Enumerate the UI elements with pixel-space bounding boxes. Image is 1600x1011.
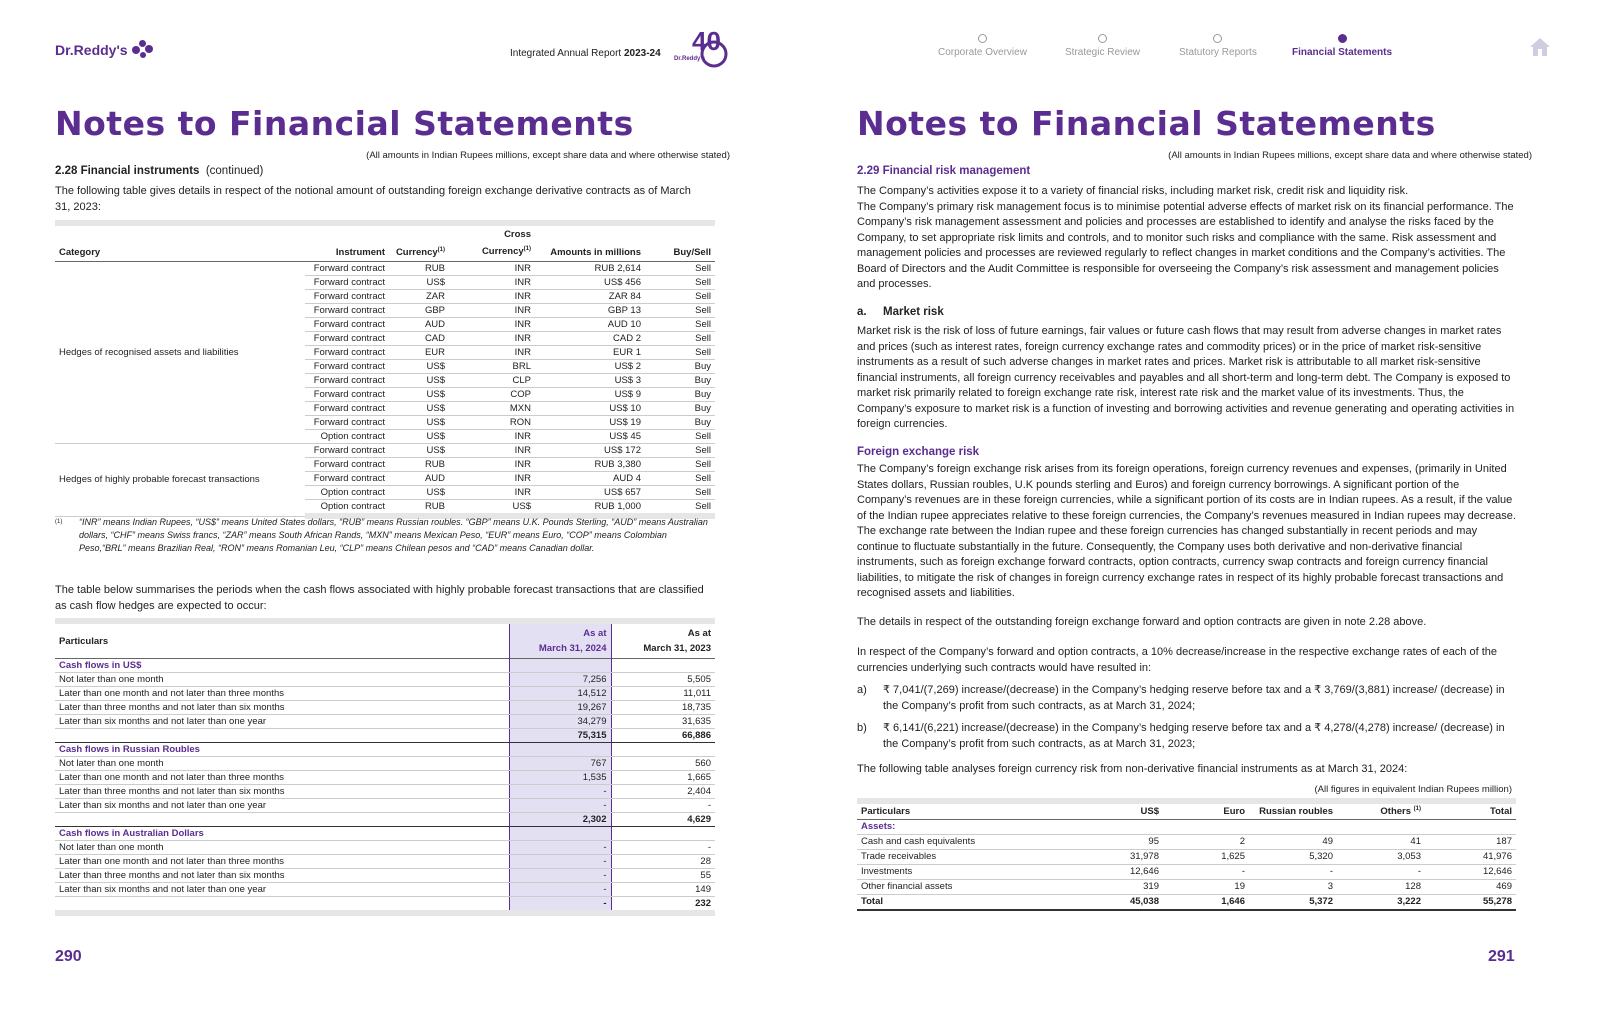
table-row: Trade receivables 31,978 1,625 5,320 3,053 41,976 (857, 850, 1516, 865)
cell: BRL (449, 360, 535, 374)
cell: RUB (389, 500, 449, 517)
page-title: Notes to Financial Statements (55, 104, 634, 143)
cell: INR (449, 262, 535, 276)
cell: Buy (645, 374, 715, 388)
details-text: The details in respect of the outstanding foreign exchange forward and option contracts are given in note 2.28 above. (857, 616, 1427, 628)
cell: INR (449, 458, 535, 472)
total-row: 2,302 4,629 (55, 813, 715, 827)
cell: Sell (645, 346, 715, 360)
cell: INR (449, 332, 535, 346)
group-row: Cash flows in Russian Roubles (55, 743, 715, 757)
cashflow-intro: The table below summarises the periods when the cash flows associated with highly probable forecast transactions that are classified as cash flow hedges are expected to occur: (55, 584, 704, 612)
cell: ZAR 84 (535, 290, 645, 304)
table-row: Later than one month and not later than three months 1,535 1,665 (55, 771, 715, 785)
cell: ZAR (389, 290, 449, 304)
cell: Sell (645, 304, 715, 318)
cell: Sell (645, 500, 715, 517)
category-cell: Hedges of recognised assets and liabilities (55, 262, 305, 444)
table-row (55, 444, 715, 458)
fx-table-note: (All figures in equivalent Indian Rupees million) (1314, 784, 1512, 795)
cell: US$ (389, 430, 449, 444)
col-currency: Currency$^{(1)}$ (395, 247, 445, 259)
footnote: (1) “INR” means Indian Rupees, “US$” means United States dollars, “RUB” means Russian roubles. “GBP” means U.K. Pounds Sterling, “AUD” means Australian dollars, “CHF” means Swiss francs, “ZAR” means South African Rands, “MXN” means Mexican Peso, “EUR” means Euro, “COP” means Colombian Peso,“BRL” means Brazilian Real, “RON” means Romanian Leu, “CLP” means Chilean pesos and “CAD” means Canadian dollar. (55, 517, 708, 553)
cell: Forward contract (305, 262, 389, 276)
cell: AUD (389, 472, 449, 486)
sensitivity-intro: In respect of the Company’s forward and option contracts, a 10% decrease/increase in the respective exchange rates of each of the currencies underlying such contracts would have resulted in: (857, 646, 1498, 674)
logo-text: Dr.Reddy's (55, 42, 128, 58)
cell: Forward contract (305, 290, 389, 304)
cell: Forward contract (305, 374, 389, 388)
cell: Forward contract (305, 402, 389, 416)
cell: US$ 657 (535, 486, 645, 500)
cell: EUR (389, 346, 449, 360)
table-row: Not later than one month 7,256 5,505 (55, 673, 715, 687)
nav-corporate-overview[interactable]: Corporate Overview (938, 34, 1027, 58)
page-number: 290 (55, 948, 82, 965)
cell: Forward contract (305, 388, 389, 402)
cell: INR (449, 346, 535, 360)
cell: US$ 172 (535, 444, 645, 458)
table-row: Investments 12,646 - - - 12,646 (857, 865, 1516, 880)
cell: CAD (389, 332, 449, 346)
cell: INR (449, 486, 535, 500)
table-row: Not later than one month 767 560 (55, 757, 715, 771)
group-row: Cash flows in Australian Dollars (55, 827, 715, 841)
cell: US$ 19 (535, 416, 645, 430)
badge-text: Dr.Reddy's (674, 56, 706, 62)
list-item-b: b) ₹ 6,141/(6,221) increase/(decrease) in the Company’s hedging reserve before tax and a ₹ 4,278/(4,278) increase/ (decrease) in the Company’s profit from such contracts, as at March 31, 2023; (857, 722, 1505, 750)
cell: Option contract (305, 430, 389, 444)
company-logo[interactable] (55, 40, 154, 60)
cell: Sell (645, 276, 715, 290)
anniversary-badge-icon (674, 26, 730, 68)
table-row (55, 262, 715, 276)
cell: US$ (389, 374, 449, 388)
cell: GBP (389, 304, 449, 318)
cell: Sell (645, 430, 715, 444)
cell: US$ (449, 500, 535, 517)
cell: Forward contract (305, 360, 389, 374)
group-row: Cash flows in US$ (55, 659, 715, 673)
table-row: Later than three months and not later than six months - 55 (55, 869, 715, 883)
amount-note: (All amounts in Indian Rupees millions, except share data and where otherwise stated) (1168, 150, 1532, 161)
cell: INR (449, 444, 535, 458)
cell: INR (449, 430, 535, 444)
cell: Forward contract (305, 472, 389, 486)
fx-table-intro: The following table analyses foreign currency risk from non-derivative financial instruments as at March 31, 2024: (857, 763, 1408, 775)
cell: Sell (645, 486, 715, 500)
group-row: Assets: (857, 820, 1516, 835)
fx-text: The Company’s foreign exchange risk arises from its foreign operations, foreign currency revenues and expenses, (primarily in United States dollars, Russian roubles, U.K pounds sterling and Euros) and foreign currency borrowings. A significant portion of the Company’s revenues are in these foreign currencies, while a significant portion of its costs are in Indian rupees. As a result, if the value of the Indian rupee appreciates relative to these foreign currencies, the Company’s revenues measured in Indian rupees may decrease. The exchange rate between the Indian rupee and these foreign currencies has changed substantially in recent periods and may continue to fluctuate substantially in the future. Consequently, the Company uses both derivative and non-derivative financial instruments, such as foreign exchange forward contracts, option contracts, currency swap contracts and foreign currency financial liabilities, to mitigate the risk of changes in foreign currency exchange rates in respect of its highly probable forecast transactions and recognised assets and liabilities. (857, 463, 1516, 599)
table-row: Later than six months and not later than one year 34,279 31,635 (55, 715, 715, 729)
table-row: Later than six months and not later than one year - 149 (55, 883, 715, 897)
home-icon[interactable] (1528, 36, 1552, 58)
table-row: Later than six months and not later than one year - - (55, 799, 715, 813)
badge-number: 40 (692, 26, 721, 56)
cell: INR (449, 290, 535, 304)
section-heading: 2.28 Financial instruments (continued) (55, 165, 264, 177)
cell: US$ (389, 360, 449, 374)
cell: MXN (449, 402, 535, 416)
cell: RUB 3,380 (535, 458, 645, 472)
logo-icon (132, 40, 154, 60)
cell: Buy (645, 388, 715, 402)
cell: AUD 10 (535, 318, 645, 332)
report-title: Integrated Annual Report 2023-24 (510, 48, 661, 59)
nav-statutory-reports[interactable]: Statutory Reports (1179, 34, 1257, 58)
fx-heading: Foreign exchange risk (857, 446, 980, 458)
page-title: Notes to Financial Statements (857, 104, 1436, 143)
cell: AUD 4 (535, 472, 645, 486)
cell: AUD (389, 318, 449, 332)
cell: Forward contract (305, 416, 389, 430)
col-amount: Amounts in millions (550, 247, 641, 259)
cell: RON (449, 416, 535, 430)
cell: Buy (645, 416, 715, 430)
cell: US$ 3 (535, 374, 645, 388)
table-row: Later than three months and not later than six months - 2,404 (55, 785, 715, 799)
cell: RUB (389, 262, 449, 276)
cell: US$ (389, 416, 449, 430)
cell: US$ 10 (535, 402, 645, 416)
nav-strategic-review[interactable]: Strategic Review (1065, 34, 1140, 58)
cell: Forward contract (305, 458, 389, 472)
col-instrument: Instrument (335, 247, 385, 259)
cell: Sell (645, 262, 715, 276)
section-heading: 2.29 Financial risk management (857, 165, 1031, 177)
total-row: 75,315 66,886 (55, 729, 715, 743)
cell: Option contract (305, 500, 389, 517)
cell: Sell (645, 290, 715, 304)
cell: CAD 2 (535, 332, 645, 346)
col-category: Category (59, 247, 101, 259)
table-row: Later than three months and not later than six months 19,267 18,735 (55, 701, 715, 715)
derivatives-table (55, 220, 715, 519)
cell: US$ (389, 276, 449, 290)
cell: GBP 13 (535, 304, 645, 318)
cell: Forward contract (305, 346, 389, 360)
cell: Sell (645, 472, 715, 486)
total-row: - 232 (55, 897, 715, 914)
cell: Sell (645, 318, 715, 332)
cell: US$ (389, 486, 449, 500)
cell: US$ (389, 388, 449, 402)
cell: INR (449, 472, 535, 486)
table-row: Other financial assets 319 19 3 128 469 (857, 880, 1516, 895)
cell: US$ 9 (535, 388, 645, 402)
derivatives-intro: The following table gives details in respect of the notional amount of outstanding foreign exchange derivative contracts as of March 31, 2023: (55, 185, 691, 213)
page-number: 291 (1488, 948, 1515, 965)
cell: COP (449, 388, 535, 402)
table-row: Cash and cash equivalents 95 2 49 41 187 (857, 835, 1516, 850)
cell: RUB (389, 458, 449, 472)
table-row: Later than one month and not later than three months - 28 (55, 855, 715, 869)
cell: Forward contract (305, 332, 389, 346)
cell: INR (449, 276, 535, 290)
cell: RUB 1,000 (535, 500, 645, 517)
market-risk-heading: a. Market risk (857, 306, 944, 318)
cell: US$ (389, 402, 449, 416)
cell: Buy (645, 360, 715, 374)
cell: US$ (389, 444, 449, 458)
cell: Forward contract (305, 304, 389, 318)
cell: Forward contract (305, 444, 389, 458)
cell: INR (449, 304, 535, 318)
col-buysell: Buy/Sell (673, 247, 711, 259)
cell: Option contract (305, 486, 389, 500)
col-cross-currency: Cross Currency$^{(1)}$ (481, 229, 531, 258)
cell: Buy (645, 402, 715, 416)
cell: US$ 45 (535, 430, 645, 444)
market-risk-text: Market risk is the risk of loss of future earnings, fair values or future cash flows that may result from adverse changes in market rates and prices (such as interest rates, foreign currency exchange rates and commodity prices) or in the price of market risk-sensitive instruments as a result of such adverse changes in market rates and prices. Market risk is attributable to all market risk-sensitive financial instruments, all foreign currency receivables and payables and all short-term and long-term debt. The Company is exposed to market risk primarily related to foreign exchange rate risk, interest rate risk and the market value of its investments. Thus, the Company’s exposure to market risk is a function of investing and borrowing activities and revenue generating and operating activities in foreign currencies. (857, 325, 1515, 430)
table-row: Later than one month and not later than three months 14,512 11,011 (55, 687, 715, 701)
fx-risk-table: Particulars US$ Euro Russian roubles Others $^{(1)}$ Total Assets: Cash and cash equivalents 95 2 49 41 187 Trade receivables 31,978 1,625 5,320 3,053 41,976 Investments 12,646 - - - 12,646 Other financial assets 319 19 3 128 469 Total 45,038 1,646 5,372 3,222 55,278 (857, 798, 1516, 911)
table-row: Not later than one month - - (55, 841, 715, 855)
nav-financial-statements[interactable]: Financial Statements (1292, 34, 1392, 58)
cashflow-table: Particulars As at March 31, 2024 As at March 31, 2023 Cash flows in US$ Not later than one month 7,256 5,505 Later than one month and not later than three months 14,512 11,011 Later than three months and not later than six months 19,267 18,735 Later than six months and not later than one year 34,279 31,635 75,315 66,886 Cash flows in Russian Roubles Not later than one month 767 560 Later than one month and not later than three months 1,535 1,665 Later than three months and not later than six months - 2,404 Later than six months and not later than one year - - 2,302 4,629 Cash flows in Australian Dollars Not later than one month - - Later than one month and not later than three months - 28 Later than three months and not later than six months - 55 Later than six months and not later than one year - 149 - 232 (55, 618, 715, 916)
cell: Forward contract (305, 318, 389, 332)
risk-intro-2: The Company’s primary risk management focus is to minimise potential adverse effects of market risk on its financial performance. The Company’s risk management assessment and policies and processes are established to identify and analyse the risks faced by the Company, to set appropriate risk limits and controls, and to monitor such risks and compliance with the same. Risk assessment and management policies and processes are reviewed regularly to reflect changes in market conditions and the Company’s activities. The Board of Directors and the Audit Committee is responsible for overseeing the Company’s risk assessment and management policies and processes. (857, 200, 1514, 290)
cell: US$ 2 (535, 360, 645, 374)
cell: Sell (645, 458, 715, 472)
cell: INR (449, 318, 535, 332)
total-row: Total 45,038 1,646 5,372 3,222 55,278 (857, 895, 1516, 911)
list-item-a: a) ₹ 7,041/(7,269) increase/(decrease) in the Company’s hedging reserve before tax and a ₹ 3,769/(3,881) increase/ (decrease) in the Company’s profit from such contracts, as at March 31, 2024; (857, 684, 1505, 712)
cell: Sell (645, 444, 715, 458)
cell: CLP (449, 374, 535, 388)
cell: Forward contract (305, 276, 389, 290)
cell: Sell (645, 332, 715, 346)
cell: US$ 456 (535, 276, 645, 290)
cell: RUB 2,614 (535, 262, 645, 276)
risk-intro-1: The Company’s activities expose it to a variety of financial risks, including market risk, credit risk and liquidity risk. (857, 185, 1409, 197)
cell: EUR 1 (535, 346, 645, 360)
category-cell: Hedges of highly probable forecast transactions (55, 444, 305, 517)
amount-note: (All amounts in Indian Rupees millions, except share data and where otherwise stated) (366, 150, 730, 161)
